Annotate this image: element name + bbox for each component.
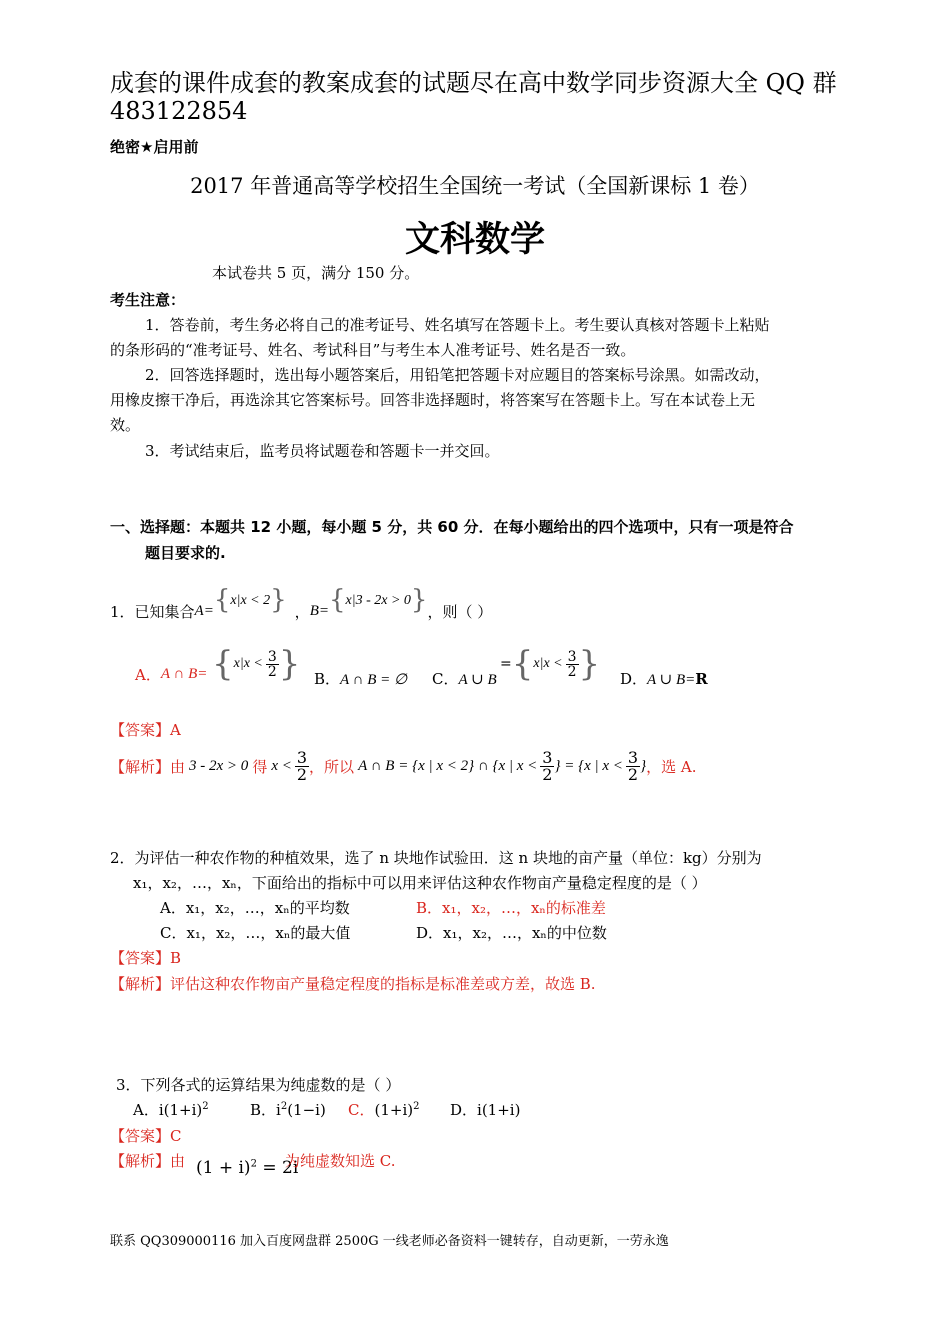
q1-set-a-expr: x|x < 2 xyxy=(230,593,271,608)
q1-option-b-expr: A ∩ B = ∅ xyxy=(340,672,408,688)
q1-stem-suffix: ，则（ ） xyxy=(427,602,493,621)
notice-item-3: 3．考试结束后，监考员将试题卷和答题卡一并交回。 xyxy=(145,442,500,460)
banner-line-1: 成套的课件成套的教案成套的试题尽在高中数学同步资源大全 QQ 群 xyxy=(110,69,837,97)
q1-option-d: D．A ∪ B=R xyxy=(620,670,708,688)
q1-option-a-set: { x|x < $\frac{3}{2}$ } xyxy=(212,644,301,684)
exam-title: 2017 年普通高等学校招生全国统一考试（全国新课标 1 卷） xyxy=(190,174,760,198)
q1-option-c-set-expr: x|x < xyxy=(533,656,563,671)
banner-line-2: 483122854 xyxy=(110,97,248,125)
notice-item-1a: 1．答卷前，考生务必将自己的准考证号、姓名填写在答题卡上。考生要认真核对答题卡上粘贴 xyxy=(145,316,770,334)
q2-option-b: B．x₁，x₂，…，xₙ的标准差 xyxy=(416,899,606,917)
q1-analysis-expression: A ∩ B = {x | x < 2} ∩ {x | x < xyxy=(358,757,538,774)
q3-option-d: D．i(1+i) xyxy=(450,1101,521,1119)
q1-option-d-expr: A ∪ B= xyxy=(647,672,696,688)
section-1-heading-cont: 题目要求的. xyxy=(145,544,226,562)
q1-set-b-name: B= xyxy=(309,602,329,619)
q3-option-a: A．$i(1+i)^2$ xyxy=(133,1101,209,1119)
q1-analysis-inequality: 3 - 2x > 0 xyxy=(189,757,249,774)
q3-option-c: C．$(1+i)^2$ xyxy=(348,1101,420,1119)
footer-note: 联系 QQ309000116 加入百度网盘群 2500G 一线老师必备资料一键转存，自动更新，一劳永逸 xyxy=(110,1234,669,1249)
q3-answer: 【答案】C xyxy=(110,1127,182,1145)
q1-option-c-fraction: $\frac{3}{2}$ xyxy=(567,648,577,680)
q1-stem: 1．已知集合 A= {x|x < 2} ， B= {x|3 - 2x > 0} ，则（ ） xyxy=(110,585,493,621)
section-1-heading: 一、选择题：本题共 12 小题，每小题 5 分，共 60 分．在每小题给出的四个选项中，只有一项是符合 xyxy=(110,518,794,536)
q2-answer: 【答案】B xyxy=(110,949,182,967)
q2-option-a: A．x₁，x₂，…，xₙ的平均数 xyxy=(160,899,350,917)
q1-option-a-expr: A ∩ B= xyxy=(160,665,208,682)
page-info: 本试卷共 5 页，满分 150 分。 xyxy=(212,264,420,282)
q1-set-a-name: A= xyxy=(194,602,214,619)
q1-analysis: 【解析】 由 3 - 2x > 0 得 x < $\frac{3}{2}$ ，所以 A ∩ B = {x | x < 2} ∩ {x | x < $\frac{3}{2}$ } = {x | x < $\frac{3}{2}$ } ，选 A. xyxy=(110,747,697,784)
q1-analysis-fraction-3: $\frac{3}{2}$ xyxy=(627,747,639,784)
q3-analysis xyxy=(110,1150,185,1184)
subject-title: 文科数学 xyxy=(404,220,545,260)
q1-set-a: {x|x < 2} xyxy=(213,585,287,615)
q1-option-a-set-expr: x|x < xyxy=(233,656,263,671)
q1-option-a-fraction: $\frac{3}{2}$ xyxy=(267,648,277,680)
q2-stem-line-1: 2．为评估一种农作物的种植效果，选了 n 块地作试验田．这 n 块地的亩产量（单位：kg）分别为 xyxy=(110,849,762,867)
q1-analysis-label: 【解析】 xyxy=(110,757,171,776)
q1-stem-prefix: 1．已知集合 xyxy=(110,602,195,621)
q1-analysis-fraction-2: $\frac{3}{2}$ xyxy=(542,747,553,784)
q1-option-b: B．A ∩ B = ∅ xyxy=(314,670,408,688)
q3-stem: 3．下列各式的运算结果为纯虚数的是（ ） xyxy=(116,1076,401,1094)
q2-analysis: 【解析】评估这种农作物亩产量稳定程度的指标是标准差或方差，故选 B. xyxy=(110,975,596,993)
q1-option-a xyxy=(135,644,207,704)
q3-analysis-expression: $(1 + i)^2 = 2i$ xyxy=(196,1158,299,1178)
notice-item-2a: 2．回答选择题时，选出每小题答案后，用铅笔把答题卡对应题目的答案标号涂黑。如需改动， xyxy=(145,366,770,384)
q1-answer: 【答案】A xyxy=(110,721,181,739)
q1-option-c: C．A ∪ B xyxy=(432,670,497,688)
q1-option-a-label: A． xyxy=(135,665,161,684)
q1-analysis-fraction-1: $\frac{3}{2}$ xyxy=(296,747,308,784)
q1-option-d-real: R xyxy=(695,670,708,688)
q3-option-b: B．$i^2(1-i)$ xyxy=(250,1101,326,1119)
q2-option-c: C．x₁，x₂，…，xₙ的最大值 xyxy=(160,924,351,942)
q1-set-b-expr: x|3 - 2x > 0 xyxy=(345,593,411,608)
q2-option-d: D．x₁，x₂，…，xₙ的中位数 xyxy=(416,924,607,942)
notice-item-2c: 效。 xyxy=(110,416,141,434)
q1-option-c-set: = { x|x < $\frac{3}{2}$ } xyxy=(500,644,601,684)
notice-item-2b: 用橡皮擦干净后，再选涂其它答案标号。回答非选择题时，将答案写在答题卡上。写在本试卷上无 xyxy=(110,391,756,409)
q3-analysis-label: 【解析】由 xyxy=(110,1152,186,1170)
q2-stem-line-2: x₁，x₂，…，xₙ，下面给出的指标中可以用来评估这种农作物亩产量稳定程度的是（ ） xyxy=(133,874,707,892)
notice-item-1b: 的条形码的“准考证号、姓名、考试科目”与考生本人准考证号、姓名是否一致。 xyxy=(110,341,636,359)
notice-heading: 考生注意： xyxy=(110,291,186,309)
q3-analysis-tail: 为纯虚数知选 C. xyxy=(285,1152,396,1170)
q1-option-c-expr: A ∪ B xyxy=(458,672,497,688)
q1-set-b: {x|3 - 2x > 0} xyxy=(328,585,428,615)
secret-label: 绝密★启用前 xyxy=(110,138,199,156)
